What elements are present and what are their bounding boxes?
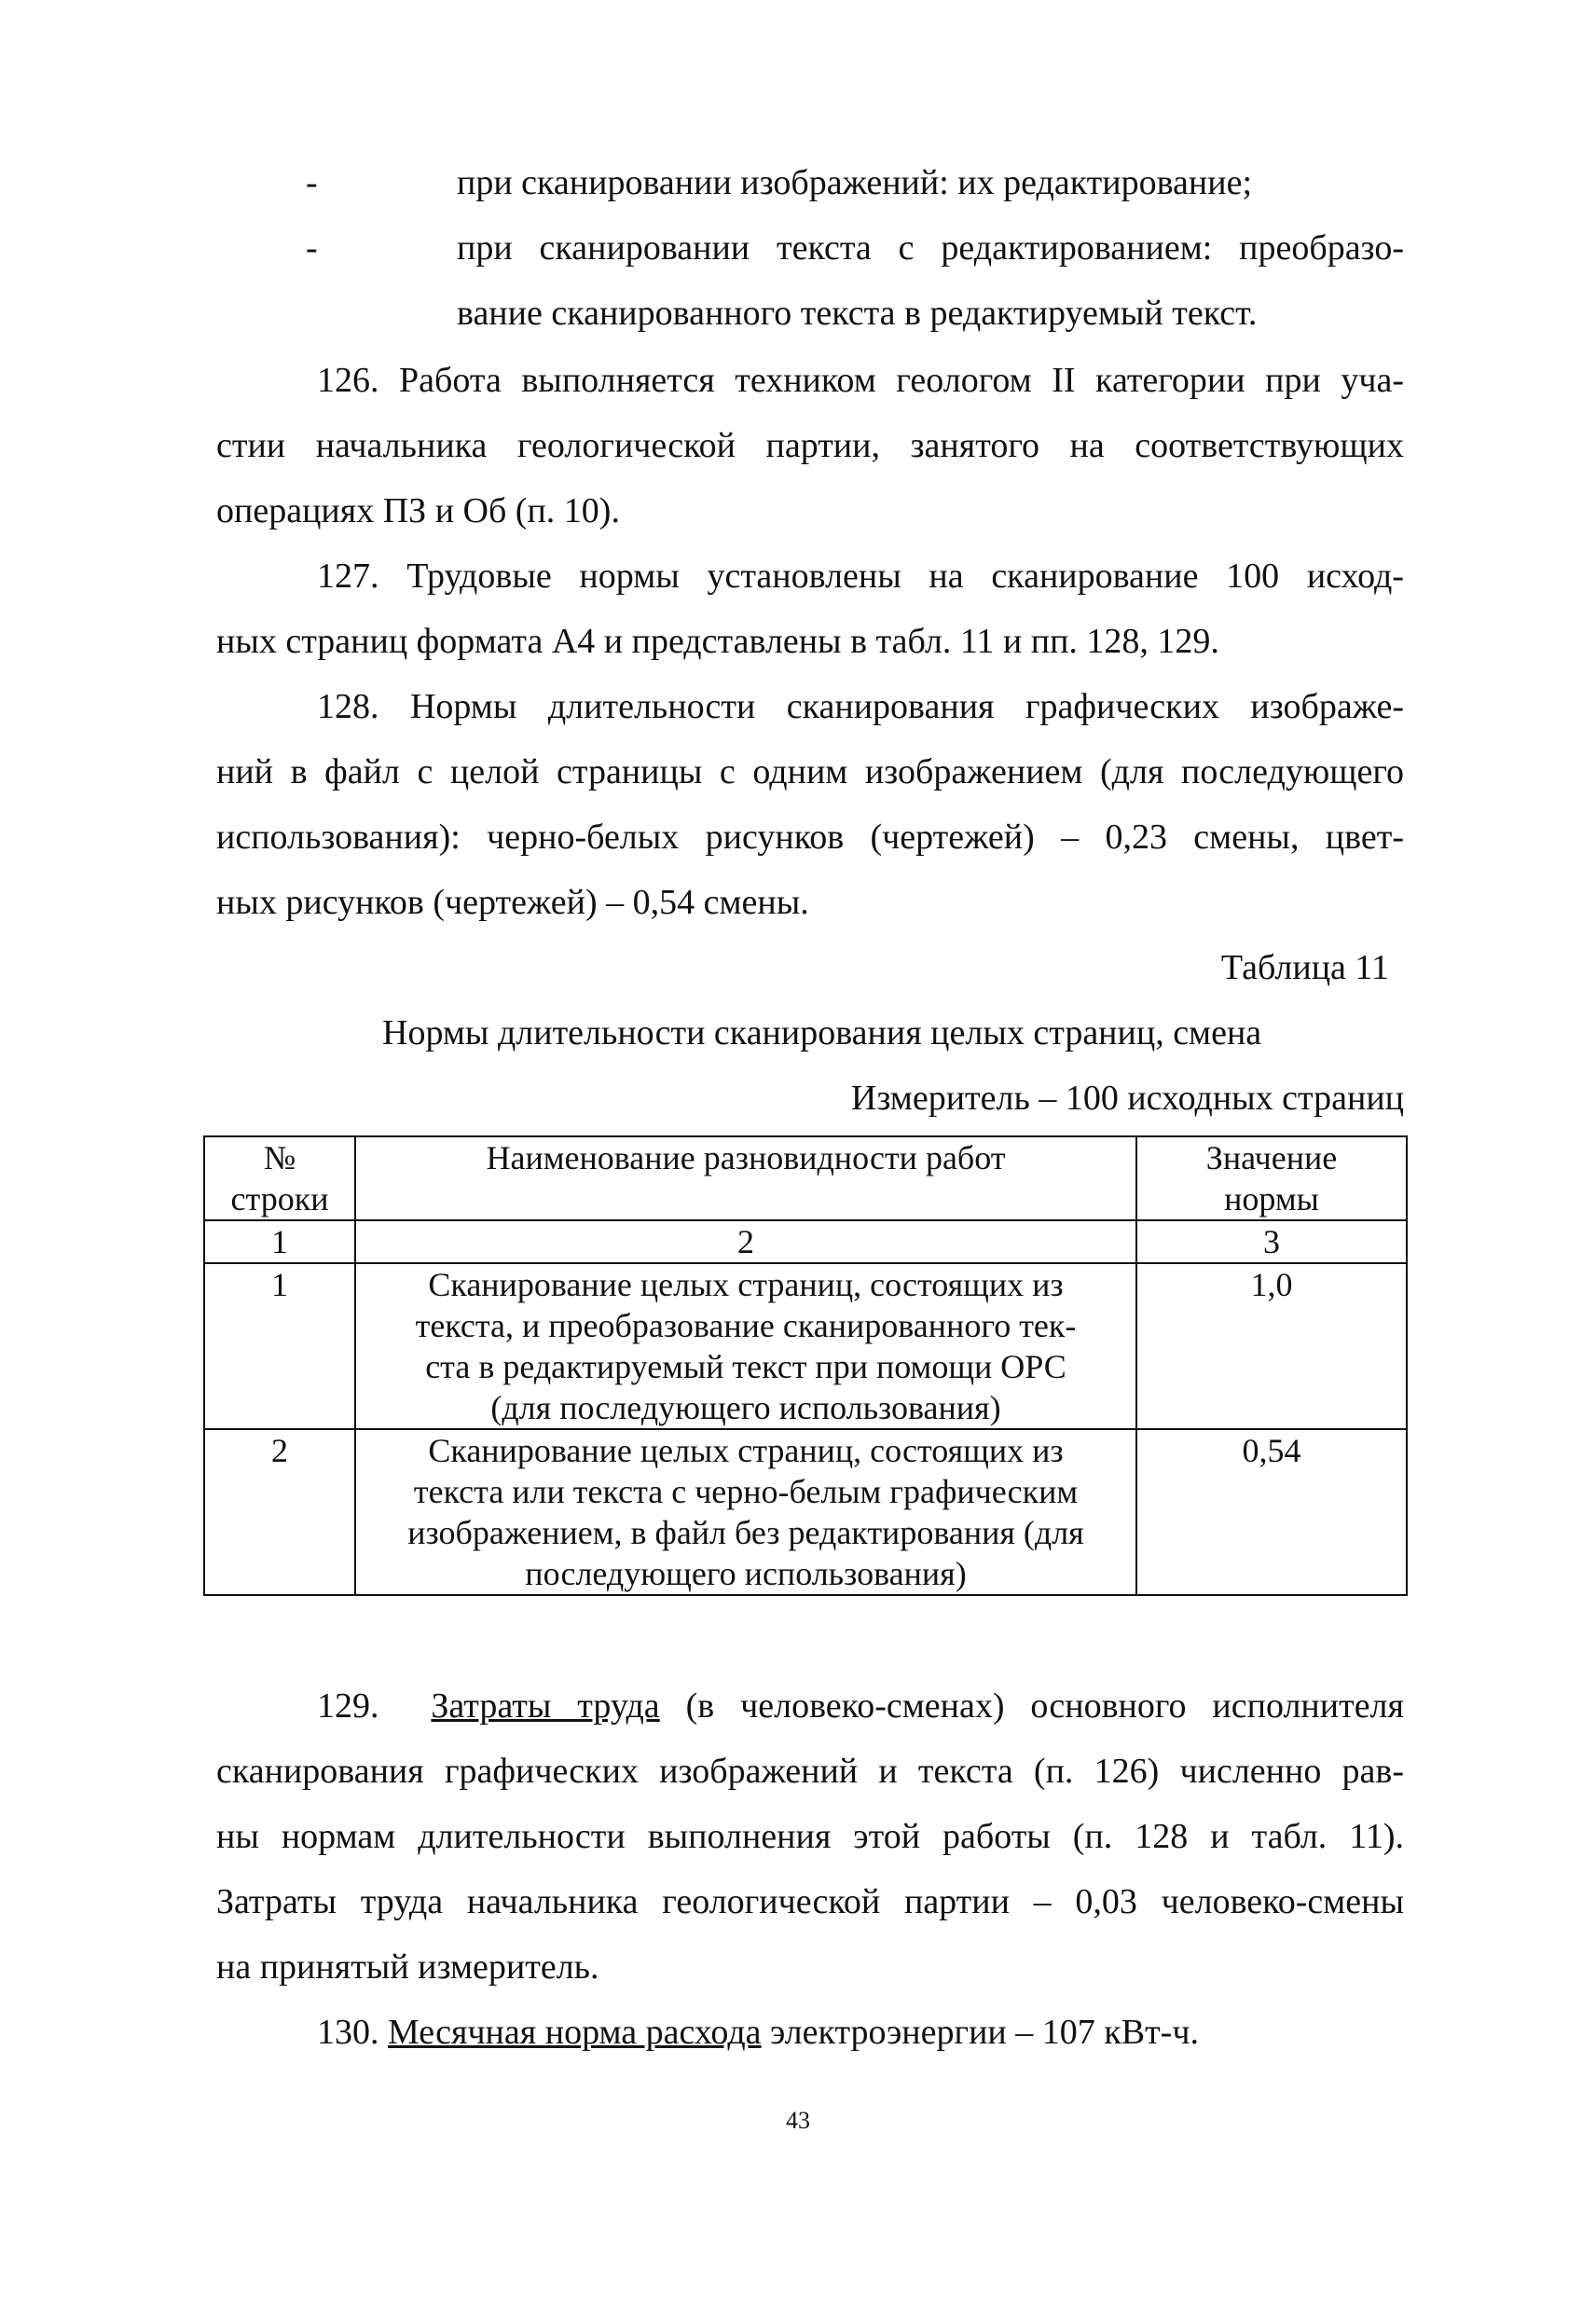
table-title: Нормы длительности сканирования целых страниц, смена xyxy=(382,1013,1262,1052)
underlined-term: Затраты труда xyxy=(431,1686,660,1726)
bullet-marker: - xyxy=(306,163,318,202)
paragraph-129-line-3: ны нормам длительности выполнения этой работы (п. 128 и табл. 11). xyxy=(216,1817,1404,1856)
header-row-number: № строки xyxy=(204,1136,355,1220)
paragraph-128-line-4: ных рисунков (чертежей) – 0,54 смены. xyxy=(216,883,809,922)
paragraph-126-line-1: 126. Работа выполняется техником геологом II категории при уча- xyxy=(317,361,1404,400)
norms-table xyxy=(203,1135,1408,1596)
paragraph-128-line-2: ний в файл с целой страницы с одним изображением (для последующего xyxy=(216,752,1404,791)
paragraph-129-line-5: на принятый измеритель. xyxy=(216,1947,599,1987)
paragraph-127-line-2: ных страниц формата А4 и представлены в табл. 11 и пп. 128, 129. xyxy=(216,622,1219,661)
paragraph-128-line-3: использования): черно-белых рисунков (чертежей) – 0,23 смены, цвет- xyxy=(216,818,1404,857)
paragraph-127-line-1: 127. Трудовые нормы установлены на сканирование 100 исход- xyxy=(317,557,1404,596)
table-row xyxy=(204,1429,1407,1595)
page-number: 43 xyxy=(786,2107,810,2134)
header-work-type: Наименование разновидности работ xyxy=(355,1136,1136,1220)
table-label: Таблица 11 xyxy=(1220,948,1389,987)
table-header-row xyxy=(204,1136,1407,1220)
bullet-item-1: при сканировании изображений: их редактирование; xyxy=(457,163,1252,202)
row-number: 1 xyxy=(204,1263,355,1429)
norm-value: 0,54 xyxy=(1136,1429,1407,1595)
table-row xyxy=(204,1263,1407,1429)
work-description: Сканирование целых страниц, состоящих из текста или текста с черно-белым графическим изображением, в файл без редактирования (для последующего использования) xyxy=(355,1429,1136,1595)
paragraph-129-line-2: сканирования графических изображений и текста (п. 126) численно рав- xyxy=(216,1752,1404,1791)
paragraph-126-line-2: стии начальника геологической партии, занятого на соответствующих xyxy=(216,426,1404,465)
paragraph-130: 130. Месячная норма расхода электроэнергии – 107 кВт-ч. xyxy=(317,2013,1199,2052)
paragraph-129-line-1: 129. Затраты труда (в человеко-сменах) основного исполнителя xyxy=(317,1686,1404,1726)
norm-value: 1,0 xyxy=(1136,1263,1407,1429)
underlined-term: Месячная норма расхода xyxy=(388,2013,762,2052)
bullet-marker: - xyxy=(306,228,318,268)
paragraph-128-line-1: 128. Нормы длительности сканирования графических изображе- xyxy=(317,687,1404,726)
paragraph-129-line-4: Затраты труда начальника геологической партии – 0,03 человеко-смены xyxy=(216,1882,1404,1921)
row-number: 2 xyxy=(204,1429,355,1595)
column-number: 3 xyxy=(1136,1220,1407,1263)
header-norm-value: Значение нормы xyxy=(1136,1136,1407,1220)
table-column-number-row xyxy=(204,1220,1407,1263)
bullet-item-2: при сканировании текста с редактированием: преобразо- xyxy=(457,228,1404,268)
column-number: 2 xyxy=(355,1220,1136,1263)
bullet-item-2-cont: вание сканированного текста в редактируемый текст. xyxy=(457,294,1258,333)
work-description: Сканирование целых страниц, состоящих из текста, и преобразование сканированного тек- ста в редактируемый текст при помощи ОРС (для последующего использования) xyxy=(355,1263,1136,1429)
paragraph-126-line-3: операциях ПЗ и Об (п. 10). xyxy=(216,491,620,530)
column-number: 1 xyxy=(204,1220,355,1263)
table-unit: Измеритель – 100 исходных страниц xyxy=(850,1079,1404,1118)
